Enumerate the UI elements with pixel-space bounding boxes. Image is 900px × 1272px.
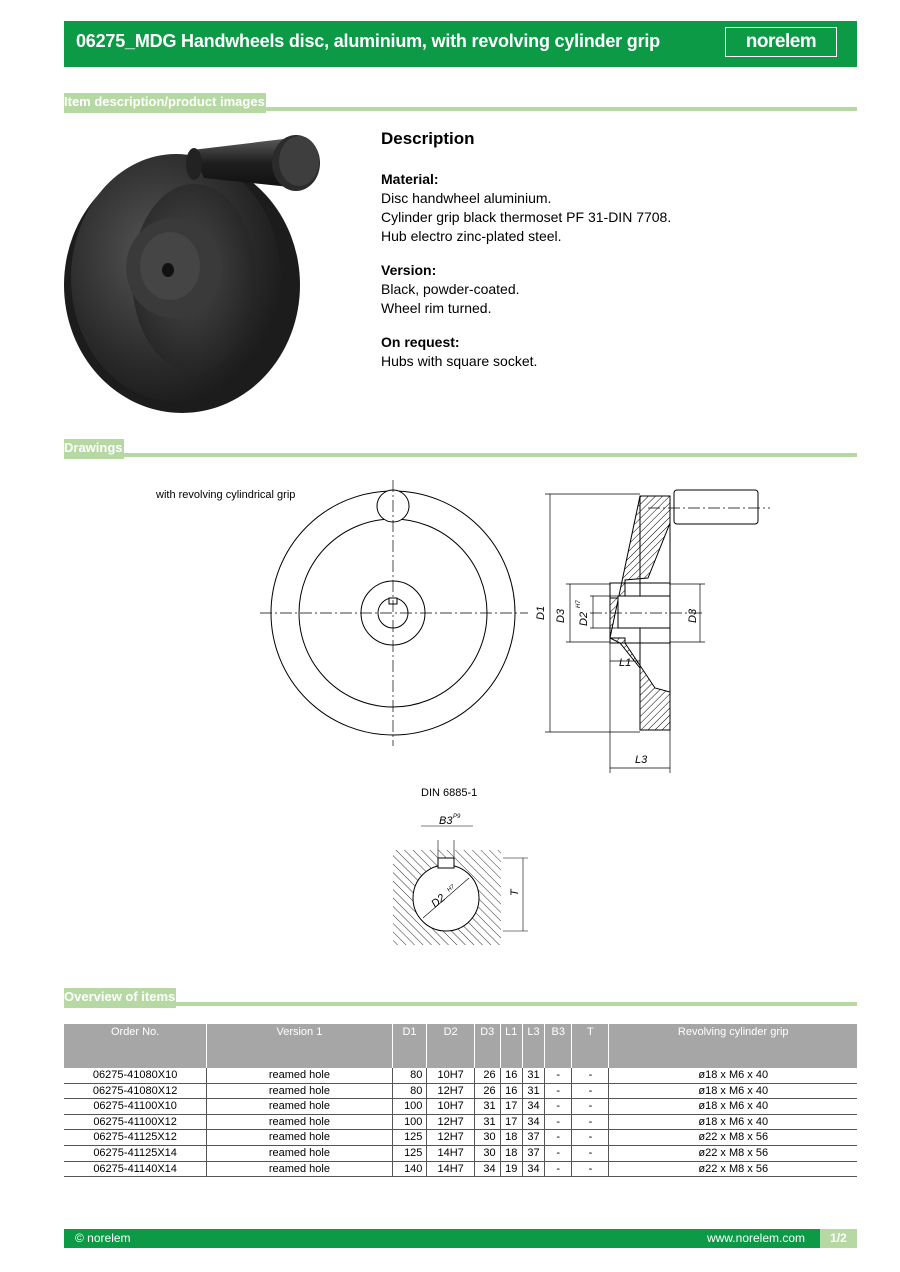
brand-logo[interactable]: norelem [725, 27, 837, 57]
keyway-drawing [383, 778, 543, 958]
cell-d3: 30 [474, 1145, 500, 1161]
section-label: Item description/product images [64, 93, 266, 113]
version-section [381, 261, 831, 318]
product-image [64, 128, 324, 418]
cell-d3: 26 [474, 1083, 500, 1099]
table-header-row [64, 1024, 857, 1068]
cell-t: - [572, 1145, 609, 1161]
version-line: Black, powder-coated. [381, 281, 520, 297]
col-version: Version 1 [207, 1024, 392, 1068]
dim-d3: D3 [555, 608, 567, 623]
cell-t: - [572, 1130, 609, 1146]
cell-grip: ø22 x M8 x 56 [609, 1130, 857, 1146]
cell-order-no: 06275-41080X10 [64, 1068, 207, 1083]
section-divider [64, 453, 857, 457]
cell-d2: 14H7 [427, 1145, 474, 1161]
col-l3: L3 [522, 1024, 544, 1068]
cell-t: - [572, 1114, 609, 1130]
table-row[interactable] [64, 1145, 857, 1161]
cell-t: - [572, 1099, 609, 1115]
table-row[interactable] [64, 1130, 857, 1146]
key-dim-d2-tolerance: H7 [446, 884, 457, 894]
key-dim-d2: D2 [429, 892, 448, 911]
cell-l1: 16 [500, 1068, 522, 1083]
front-view [260, 480, 528, 746]
cell-d3: 26 [474, 1068, 500, 1083]
col-d1: D1 [392, 1024, 427, 1068]
cell-d2: 12H7 [427, 1083, 474, 1099]
cell-l1: 19 [500, 1161, 522, 1177]
request-label: On request: [381, 334, 460, 350]
side-view [590, 490, 770, 730]
header-bar [64, 21, 857, 67]
cell-d2: 14H7 [427, 1161, 474, 1177]
dim-l3: L3 [635, 754, 648, 766]
cell-l3: 37 [522, 1145, 544, 1161]
material-line: Hub electro zinc-plated steel. [381, 228, 562, 244]
cell-d3: 31 [474, 1099, 500, 1115]
cell-grip: ø18 x M6 x 40 [609, 1068, 857, 1083]
cell-d1: 140 [392, 1161, 427, 1177]
cell-version: reamed hole [207, 1145, 392, 1161]
material-line: Cylinder grip black thermoset PF 31-DIN 7708. [381, 209, 672, 225]
col-d2: D2 [427, 1024, 474, 1068]
cell-b3: - [545, 1161, 572, 1177]
footer-url-link[interactable]: www.norelem.com [706, 1231, 805, 1245]
col-b3: B3 [545, 1024, 572, 1068]
footer-bar [64, 1229, 857, 1248]
section-label: Overview of items [64, 988, 176, 1008]
table-row[interactable] [64, 1161, 857, 1177]
cell-order-no: 06275-41140X14 [64, 1161, 207, 1177]
cell-order-no: 06275-41125X12 [64, 1130, 207, 1146]
cell-order-no: 06275-41080X12 [64, 1083, 207, 1099]
cell-grip: ø18 x M6 x 40 [609, 1083, 857, 1099]
col-grip: Revolving cylinder grip [609, 1024, 857, 1068]
cell-t: - [572, 1161, 609, 1177]
page-title: 06275_MDG Handwheels disc, aluminium, with revolving cylinder grip [76, 31, 660, 51]
col-order-no: Order No. [64, 1024, 207, 1068]
cell-d1: 125 [392, 1145, 427, 1161]
cell-l1: 17 [500, 1099, 522, 1115]
cell-version: reamed hole [207, 1099, 392, 1115]
cell-l3: 34 [522, 1099, 544, 1115]
cell-grip: ø18 x M6 x 40 [609, 1114, 857, 1130]
items-table [64, 1024, 857, 1177]
cell-d1: 80 [392, 1083, 427, 1099]
request-line: Hubs with square socket. [381, 353, 538, 369]
table-row[interactable] [64, 1068, 857, 1083]
cell-d1: 125 [392, 1130, 427, 1146]
cell-grip: ø18 x M6 x 40 [609, 1099, 857, 1115]
request-section [381, 333, 831, 371]
cell-order-no: 06275-41100X10 [64, 1099, 207, 1115]
material-section [381, 170, 831, 246]
cell-l3: 37 [522, 1130, 544, 1146]
cell-l1: 17 [500, 1114, 522, 1130]
cell-b3: - [545, 1114, 572, 1130]
cell-d1: 80 [392, 1068, 427, 1083]
cell-order-no: 06275-41125X14 [64, 1145, 207, 1161]
cell-d3: 30 [474, 1130, 500, 1146]
cell-d2: 10H7 [427, 1068, 474, 1083]
cell-grip: ø22 x M8 x 56 [609, 1161, 857, 1177]
dimension-lines [545, 494, 705, 773]
dim-d3-side: D3 [687, 608, 699, 623]
material-label: Material: [381, 171, 439, 187]
material-line: Disc handwheel aluminium. [381, 190, 552, 206]
key-dim-b3-tolerance: P9 [453, 814, 461, 820]
section-overview [64, 986, 857, 1008]
section-label: Drawings [64, 439, 124, 459]
cell-l1: 18 [500, 1145, 522, 1161]
cell-version: reamed hole [207, 1068, 392, 1083]
cell-d1: 100 [392, 1114, 427, 1130]
section-item-description [64, 91, 857, 113]
cell-version: reamed hole [207, 1083, 392, 1099]
dim-l1: L1 [619, 657, 632, 669]
cell-b3: - [545, 1099, 572, 1115]
col-t: T [572, 1024, 609, 1068]
cell-b3: - [545, 1083, 572, 1099]
page-number: 1/2 [820, 1229, 857, 1248]
cell-version: reamed hole [207, 1114, 392, 1130]
cell-d3: 31 [474, 1114, 500, 1130]
col-l1: L1 [500, 1024, 522, 1068]
cell-d1: 100 [392, 1099, 427, 1115]
cell-b3: - [545, 1145, 572, 1161]
cell-version: reamed hole [207, 1130, 392, 1146]
cell-grip: ø22 x M8 x 56 [609, 1145, 857, 1161]
key-dim-b3: B3 [439, 815, 453, 827]
cell-b3: - [545, 1068, 572, 1083]
cell-d2: 10H7 [427, 1099, 474, 1115]
cell-t: - [572, 1068, 609, 1083]
table-row[interactable] [64, 1099, 857, 1115]
key-title: DIN 6885-1 [421, 787, 478, 799]
description-title: Description [381, 129, 475, 148]
section-divider [64, 1002, 857, 1006]
cell-t: - [572, 1083, 609, 1099]
col-d3: D3 [474, 1024, 500, 1068]
cell-b3: - [545, 1130, 572, 1146]
table-row[interactable] [64, 1114, 857, 1130]
cell-l3: 31 [522, 1068, 544, 1083]
cell-d2: 12H7 [427, 1130, 474, 1146]
table-row[interactable] [64, 1083, 857, 1099]
cell-l3: 31 [522, 1083, 544, 1099]
technical-drawing [150, 478, 790, 778]
section-drawings [64, 437, 857, 459]
dim-d1: D1 [535, 605, 547, 620]
cell-d2: 12H7 [427, 1114, 474, 1130]
cell-l3: 34 [522, 1161, 544, 1177]
cell-l1: 16 [500, 1083, 522, 1099]
version-line: Wheel rim turned. [381, 300, 492, 316]
dim-d2-tolerance: H7 [576, 600, 582, 608]
description-block [381, 128, 831, 386]
footer-copyright: © norelem [75, 1231, 131, 1245]
drawing-caption: with revolving cylindrical grip [156, 489, 296, 501]
cell-d3: 34 [474, 1161, 500, 1177]
key-dim-t: T [509, 889, 521, 896]
version-label: Version: [381, 262, 437, 278]
dim-d2: D2 [578, 611, 590, 626]
cell-order-no: 06275-41100X12 [64, 1114, 207, 1130]
cell-l3: 34 [522, 1114, 544, 1130]
cell-version: reamed hole [207, 1161, 392, 1177]
cell-l1: 18 [500, 1130, 522, 1146]
